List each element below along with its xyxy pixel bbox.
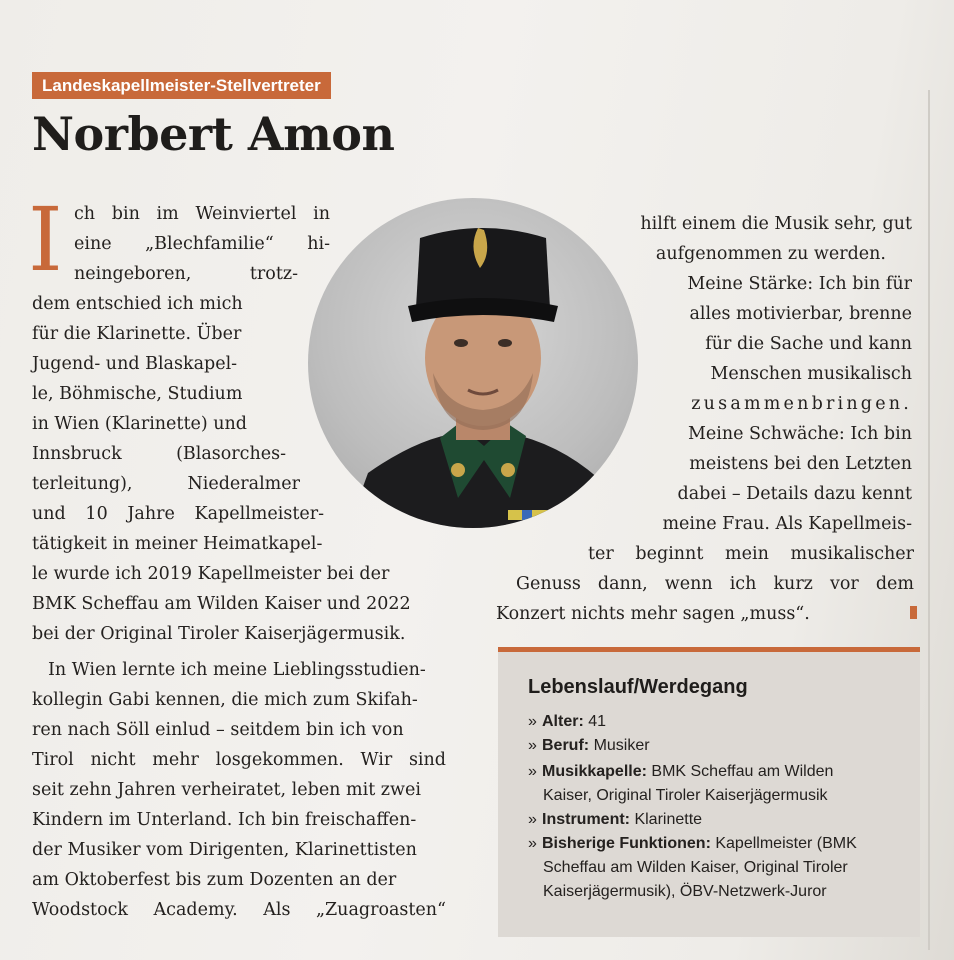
cv-value-continued: Kaiser, Original Tiroler Kaiserjägermusik (543, 787, 828, 804)
body-line: terleitung), Niederalmer (32, 474, 300, 494)
bullet-marker-icon: » (528, 713, 537, 730)
body-line: meistens bei den Letzten (689, 454, 912, 474)
cv-label: Beruf: (542, 737, 590, 754)
cv-value: Klarinette (634, 811, 703, 828)
body-line: hilft einem die Musik sehr, gut (640, 214, 912, 234)
body-line: meine Frau. Als Kapellmeis- (662, 514, 912, 534)
bullet-marker-icon: » (528, 737, 537, 754)
page-fold-edge (928, 90, 930, 950)
cv-value: BMK Scheffau am Wilden (651, 763, 834, 780)
body-line: Menschen musikalisch (710, 364, 912, 384)
cv-value: Musiker (593, 737, 650, 754)
bullet-marker-icon: » (528, 835, 537, 852)
body-line: seit zehn Jahren verheiratet, leben mit zwei (32, 780, 421, 800)
body-line: Jugend- und Blaskapel- (32, 354, 238, 374)
body-line: ch bin im Weinviertel in (74, 204, 330, 224)
cv-item-musikkapelle (528, 760, 833, 784)
body-line: kollegin Gabi kennen, die mich zum Skifah- (32, 690, 418, 710)
body-line: dabei – Details dazu kennt (677, 484, 912, 504)
drop-cap: I (28, 188, 63, 291)
bullet-marker-icon: » (528, 811, 537, 828)
article-title: Norbert Amon (32, 107, 395, 161)
body-line: Meine Stärke: Ich bin für (687, 274, 912, 294)
cv-label: Bisherige Funktionen: (542, 835, 711, 852)
body-line: In Wien lernte ich meine Lieblingsstudien- (48, 660, 426, 680)
body-line: Genuss dann, wenn ich kurz vor dem (516, 574, 914, 594)
body-line: Tirol nicht mehr losgekommen. Wir sind (32, 750, 446, 770)
body-line: BMK Scheffau am Wilden Kaiser und 2022 (32, 594, 411, 614)
body-line: in Wien (Klarinette) und (32, 414, 247, 434)
cv-item-instrument (528, 808, 702, 832)
cv-item-funktionen (528, 832, 857, 856)
body-line: und 10 Jahre Kapellmeister- (32, 504, 324, 524)
body-line: zusammenbringen. (691, 394, 912, 414)
body-line: für die Klarinette. Über (32, 324, 242, 344)
body-line: le, Böhmische, Studium (32, 384, 243, 404)
body-line: tätigkeit in meiner Heimatkapel- (32, 534, 323, 554)
cv-item-alter (528, 710, 606, 734)
body-line: aufgenommen zu werden. (655, 244, 886, 264)
cv-label: Alter: (542, 713, 584, 730)
body-line: am Oktoberfest bis zum Dozenten an der (32, 870, 397, 890)
body-line: le wurde ich 2019 Kapellmeister bei der (32, 564, 390, 584)
body-line: dem entschied ich mich (32, 294, 243, 314)
body-line: alles motivierbar, brenne (689, 304, 912, 324)
body-line: eine „Blechfamilie“ hi- (74, 234, 330, 254)
body-line: ren nach Söll einlud – seitdem bin ich von (32, 720, 404, 740)
cv-label: Musikkapelle: (542, 763, 647, 780)
kicker-label: Landeskapellmeister-Stellvertreter (32, 72, 331, 99)
article-end-mark (910, 606, 917, 619)
body-line: ter beginnt mein musikalischer (588, 544, 914, 564)
body-line: bei der Original Tiroler Kaiserjägermusik. (32, 624, 406, 644)
bullet-marker-icon: » (528, 763, 537, 780)
cv-value: Kapellmeister (BMK (715, 835, 857, 852)
body-line: der Musiker vom Dirigenten, Klarinettisten (32, 840, 417, 860)
cv-value-continued: Kaiserjägermusik), ÖBV-Netzwerk-Juror (543, 883, 827, 900)
body-line: Kindern im Unterland. Ich bin freischaffen- (32, 810, 417, 830)
cv-value: 41 (588, 713, 607, 730)
cv-item-beruf (528, 734, 650, 758)
body-line: neingeboren, trotz- (74, 264, 298, 284)
body-line: Woodstock Academy. Als „Zuagroasten“ (32, 900, 446, 920)
cv-value-continued: Scheffau am Wilden Kaiser, Original Tiroler (543, 859, 848, 876)
cv-box-title: Lebenslauf/Werdegang (528, 676, 748, 698)
body-line: Innsbruck (Blasorches- (32, 444, 286, 464)
body-line: Konzert nichts mehr sagen „muss“. (496, 604, 810, 624)
body-line: für die Sache und kann (705, 334, 912, 354)
body-line: Meine Schwäche: Ich bin (687, 424, 912, 444)
cv-label: Instrument: (542, 811, 630, 828)
